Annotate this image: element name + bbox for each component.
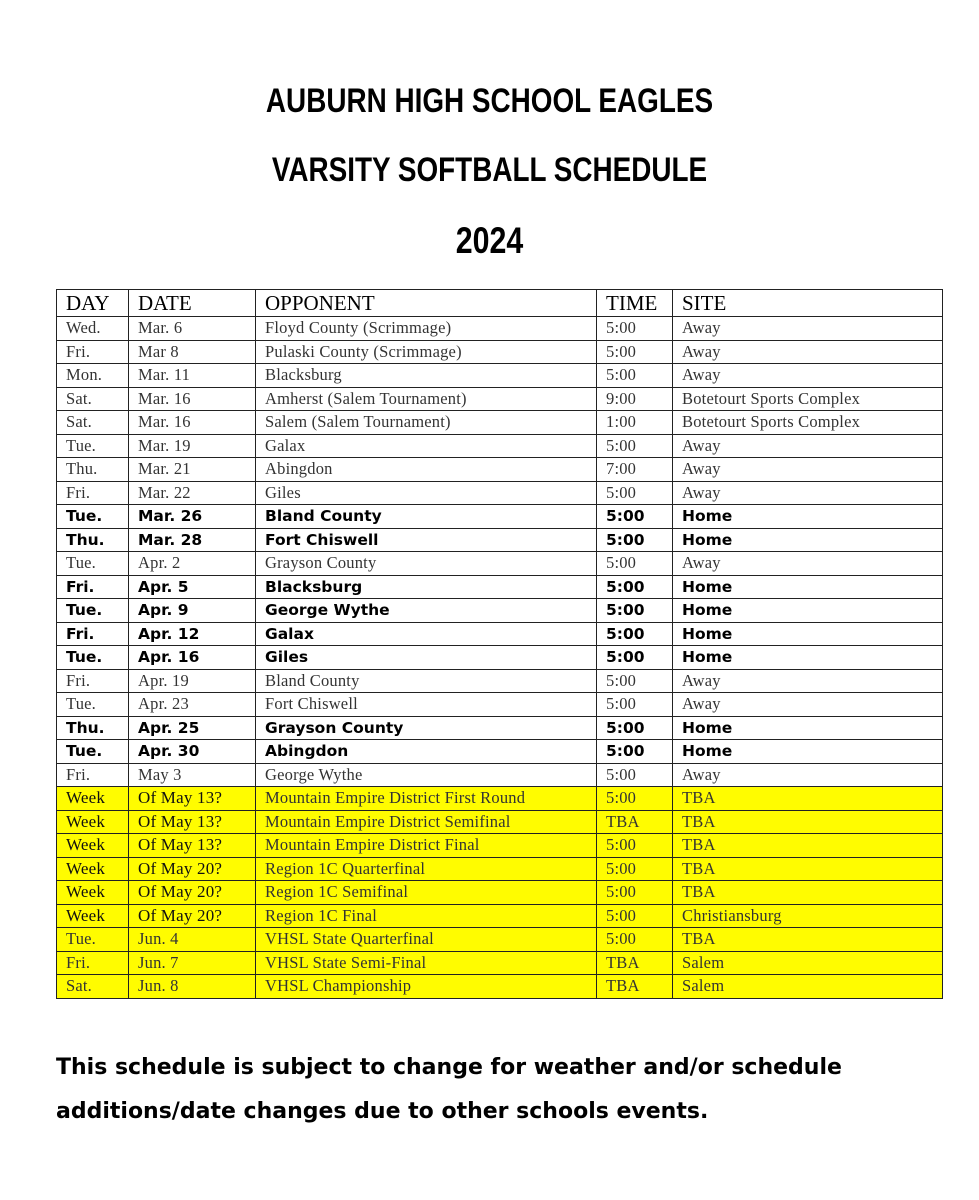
column-header-day: DAY — [57, 290, 129, 317]
cell-site: TBA — [673, 857, 943, 881]
cell-day: Fri. — [57, 763, 129, 787]
cell-opponent: Fort Chiswell — [256, 528, 597, 552]
cell-opponent: Abingdon — [256, 740, 597, 764]
cell-opponent: Mountain Empire District First Round — [256, 787, 597, 811]
cell-site: Home — [673, 622, 943, 646]
cell-opponent: Pulaski County (Scrimmage) — [256, 340, 597, 364]
table-header-row — [57, 290, 943, 317]
cell-site: Home — [673, 528, 943, 552]
cell-date: Of May 20? — [129, 881, 256, 905]
cell-opponent: Region 1C Semifinal — [256, 881, 597, 905]
table-row — [57, 975, 943, 999]
table-row — [57, 646, 943, 670]
schedule-year: 2024 — [455, 220, 524, 261]
cell-day: Tue. — [57, 646, 129, 670]
cell-time: 5:00 — [597, 928, 673, 952]
cell-opponent: Blacksburg — [256, 575, 597, 599]
table-row — [57, 340, 943, 364]
cell-date: Mar. 16 — [129, 411, 256, 435]
cell-site: Home — [673, 716, 943, 740]
table-row — [57, 951, 943, 975]
cell-date: Apr. 30 — [129, 740, 256, 764]
table-row — [57, 834, 943, 858]
cell-time: TBA — [597, 951, 673, 975]
cell-site: Home — [673, 740, 943, 764]
cell-time: 5:00 — [597, 857, 673, 881]
cell-time: 5:00 — [597, 481, 673, 505]
cell-time: 7:00 — [597, 458, 673, 482]
disclaimer-line-2: additions/date changes due to other schools events. — [56, 1099, 709, 1124]
cell-opponent: VHSL State Semi-Final — [256, 951, 597, 975]
cell-date: Mar. 6 — [129, 317, 256, 341]
cell-time: 5:00 — [597, 881, 673, 905]
cell-time: 5:00 — [597, 528, 673, 552]
cell-site: TBA — [673, 787, 943, 811]
cell-day: Tue. — [57, 693, 129, 717]
cell-day: Week — [57, 810, 129, 834]
cell-day: Fri. — [57, 340, 129, 364]
cell-date: Mar. 28 — [129, 528, 256, 552]
cell-date: Of May 13? — [129, 810, 256, 834]
cell-date: Apr. 2 — [129, 552, 256, 576]
cell-opponent: VHSL State Quarterfinal — [256, 928, 597, 952]
table-row — [57, 528, 943, 552]
cell-site: Away — [673, 317, 943, 341]
cell-site: Botetourt Sports Complex — [673, 411, 943, 435]
cell-site: Away — [673, 669, 943, 693]
cell-day: Tue. — [57, 740, 129, 764]
cell-date: Mar 8 — [129, 340, 256, 364]
cell-day: Week — [57, 834, 129, 858]
cell-site: Botetourt Sports Complex — [673, 387, 943, 411]
cell-opponent: Bland County — [256, 505, 597, 529]
cell-day: Sat. — [57, 411, 129, 435]
table-row — [57, 434, 943, 458]
table-row — [57, 716, 943, 740]
table-row — [57, 575, 943, 599]
schedule-disclaimer — [56, 1046, 936, 1134]
table-row — [57, 317, 943, 341]
table-row — [57, 458, 943, 482]
cell-site: Salem — [673, 951, 943, 975]
cell-day: Tue. — [57, 599, 129, 623]
table-row — [57, 787, 943, 811]
cell-date: Mar. 11 — [129, 364, 256, 388]
column-header-opponent: OPPONENT — [256, 290, 597, 317]
cell-date: Jun. 8 — [129, 975, 256, 999]
table-row — [57, 693, 943, 717]
cell-day: Thu. — [57, 528, 129, 552]
table-row — [57, 857, 943, 881]
cell-site: Away — [673, 458, 943, 482]
cell-opponent: Salem (Salem Tournament) — [256, 411, 597, 435]
table-row — [57, 505, 943, 529]
schedule-table — [56, 289, 943, 999]
cell-opponent: Amherst (Salem Tournament) — [256, 387, 597, 411]
cell-site: TBA — [673, 881, 943, 905]
cell-site: Away — [673, 364, 943, 388]
cell-date: Jun. 4 — [129, 928, 256, 952]
cell-opponent: Giles — [256, 481, 597, 505]
column-header-date: DATE — [129, 290, 256, 317]
cell-date: Mar. 26 — [129, 505, 256, 529]
cell-day: Wed. — [57, 317, 129, 341]
cell-site: Away — [673, 434, 943, 458]
cell-opponent: Galax — [256, 434, 597, 458]
cell-day: Thu. — [57, 716, 129, 740]
cell-day: Fri. — [57, 951, 129, 975]
cell-date: Apr. 19 — [129, 669, 256, 693]
school-title: AUBURN HIGH SCHOOL EAGLES — [265, 82, 714, 120]
table-row — [57, 928, 943, 952]
cell-site: Home — [673, 646, 943, 670]
cell-day: Week — [57, 787, 129, 811]
cell-time: 1:00 — [597, 411, 673, 435]
cell-opponent: Floyd County (Scrimmage) — [256, 317, 597, 341]
cell-site: Home — [673, 505, 943, 529]
table-row — [57, 622, 943, 646]
cell-time: 5:00 — [597, 693, 673, 717]
cell-date: Apr. 5 — [129, 575, 256, 599]
cell-site: Away — [673, 552, 943, 576]
cell-time: 5:00 — [597, 716, 673, 740]
cell-day: Week — [57, 881, 129, 905]
cell-site: Away — [673, 693, 943, 717]
cell-date: Mar. 22 — [129, 481, 256, 505]
cell-time: 5:00 — [597, 904, 673, 928]
table-row — [57, 810, 943, 834]
cell-site: Away — [673, 340, 943, 364]
cell-day: Sat. — [57, 387, 129, 411]
cell-day: Tue. — [57, 434, 129, 458]
table-row — [57, 364, 943, 388]
cell-time: 5:00 — [597, 669, 673, 693]
cell-opponent: Galax — [256, 622, 597, 646]
cell-opponent: VHSL Championship — [256, 975, 597, 999]
cell-date: Apr. 23 — [129, 693, 256, 717]
cell-time: 5:00 — [597, 787, 673, 811]
cell-time: TBA — [597, 975, 673, 999]
table-row — [57, 740, 943, 764]
cell-date: Mar. 19 — [129, 434, 256, 458]
cell-date: Mar. 16 — [129, 387, 256, 411]
cell-site: Home — [673, 599, 943, 623]
cell-date: May 3 — [129, 763, 256, 787]
cell-time: 5:00 — [597, 646, 673, 670]
cell-time: TBA — [597, 810, 673, 834]
cell-opponent: Mountain Empire District Final — [256, 834, 597, 858]
cell-site: TBA — [673, 810, 943, 834]
cell-date: Of May 13? — [129, 787, 256, 811]
cell-opponent: George Wythe — [256, 599, 597, 623]
cell-time: 5:00 — [597, 622, 673, 646]
cell-opponent: Grayson County — [256, 716, 597, 740]
cell-date: Apr. 12 — [129, 622, 256, 646]
table-row — [57, 763, 943, 787]
cell-day: Week — [57, 857, 129, 881]
cell-day: Fri. — [57, 622, 129, 646]
cell-site: Christiansburg — [673, 904, 943, 928]
disclaimer-line-1: This schedule is subject to change for weather and/or schedule — [56, 1055, 842, 1080]
cell-date: Apr. 25 — [129, 716, 256, 740]
schedule-title: VARSITY SOFTBALL SCHEDULE — [271, 151, 708, 189]
cell-date: Of May 20? — [129, 857, 256, 881]
cell-site: TBA — [673, 928, 943, 952]
cell-date: Jun. 7 — [129, 951, 256, 975]
cell-time: 5:00 — [597, 552, 673, 576]
table-row — [57, 669, 943, 693]
cell-day: Week — [57, 904, 129, 928]
cell-day: Mon. — [57, 364, 129, 388]
cell-time: 5:00 — [597, 340, 673, 364]
cell-date: Mar. 21 — [129, 458, 256, 482]
cell-time: 5:00 — [597, 740, 673, 764]
cell-time: 9:00 — [597, 387, 673, 411]
table-row — [57, 599, 943, 623]
cell-time: 5:00 — [597, 364, 673, 388]
cell-opponent: Grayson County — [256, 552, 597, 576]
column-header-site: SITE — [673, 290, 943, 317]
cell-opponent: Mountain Empire District Semifinal — [256, 810, 597, 834]
cell-site: Away — [673, 763, 943, 787]
cell-time: 5:00 — [597, 763, 673, 787]
cell-time: 5:00 — [597, 434, 673, 458]
cell-site: Salem — [673, 975, 943, 999]
cell-date: Apr. 16 — [129, 646, 256, 670]
cell-time: 5:00 — [597, 834, 673, 858]
cell-day: Tue. — [57, 928, 129, 952]
cell-date: Of May 13? — [129, 834, 256, 858]
cell-time: 5:00 — [597, 599, 673, 623]
cell-time: 5:00 — [597, 505, 673, 529]
cell-day: Tue. — [57, 505, 129, 529]
table-row — [57, 904, 943, 928]
cell-opponent: Region 1C Quarterfinal — [256, 857, 597, 881]
cell-day: Tue. — [57, 552, 129, 576]
cell-site: TBA — [673, 834, 943, 858]
cell-opponent: Abingdon — [256, 458, 597, 482]
table-row — [57, 411, 943, 435]
cell-day: Fri. — [57, 669, 129, 693]
cell-opponent: Fort Chiswell — [256, 693, 597, 717]
cell-opponent: George Wythe — [256, 763, 597, 787]
column-header-time: TIME — [597, 290, 673, 317]
cell-opponent: Region 1C Final — [256, 904, 597, 928]
cell-time: 5:00 — [597, 317, 673, 341]
cell-date: Apr. 9 — [129, 599, 256, 623]
cell-date: Of May 20? — [129, 904, 256, 928]
cell-time: 5:00 — [597, 575, 673, 599]
table-row — [57, 387, 943, 411]
cell-day: Sat. — [57, 975, 129, 999]
cell-day: Thu. — [57, 458, 129, 482]
table-row — [57, 552, 943, 576]
cell-day: Fri. — [57, 481, 129, 505]
cell-opponent: Giles — [256, 646, 597, 670]
table-row — [57, 881, 943, 905]
cell-opponent: Blacksburg — [256, 364, 597, 388]
cell-day: Fri. — [57, 575, 129, 599]
table-row — [57, 481, 943, 505]
cell-opponent: Bland County — [256, 669, 597, 693]
schedule-body — [57, 317, 943, 999]
cell-site: Away — [673, 481, 943, 505]
cell-site: Home — [673, 575, 943, 599]
